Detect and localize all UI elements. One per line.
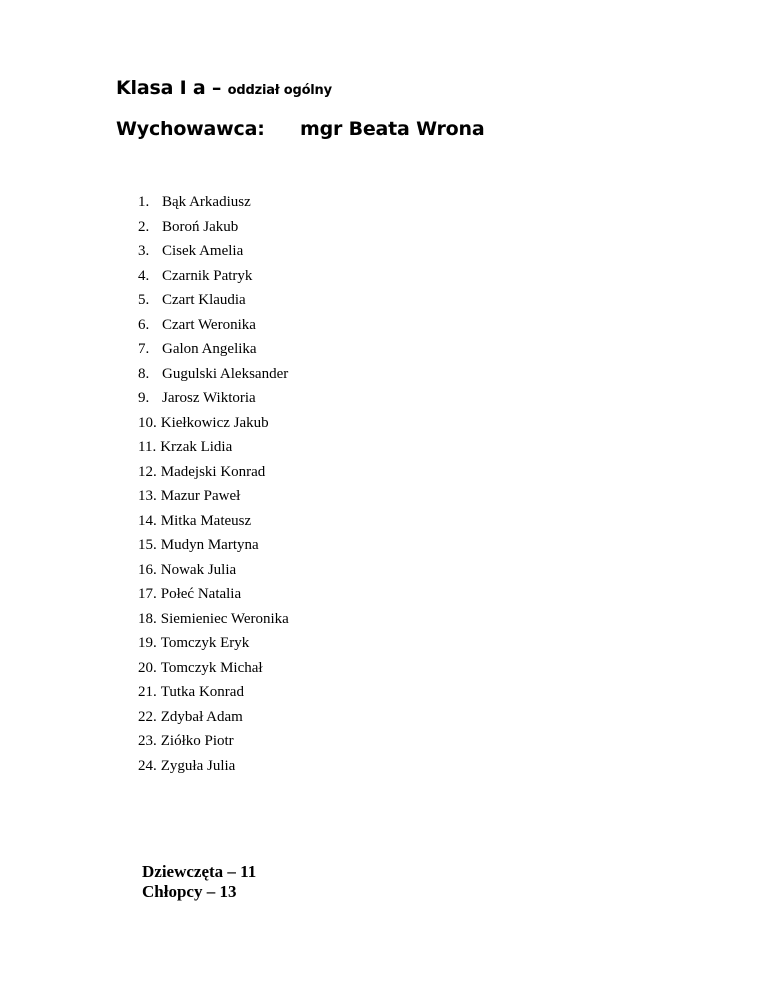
student-number: 16. <box>138 561 157 578</box>
student-list <box>138 193 289 781</box>
student-number: 12. <box>138 463 157 480</box>
student-list-item <box>138 438 289 463</box>
teacher-line <box>116 118 485 140</box>
student-number: 22. <box>138 708 157 725</box>
student-list-item <box>138 683 289 708</box>
class-title <box>116 77 332 99</box>
student-list-item <box>138 218 289 243</box>
student-list-item <box>138 708 289 733</box>
student-number: 21. <box>138 684 157 700</box>
student-name: Bąk Arkadiusz <box>162 194 251 210</box>
student-name: Zyguła Julia <box>160 757 236 774</box>
student-number: 5. <box>138 292 150 308</box>
student-number: 1. <box>138 194 150 210</box>
student-number: 23. <box>138 733 157 749</box>
student-name: Czarnik Patryk <box>162 267 253 284</box>
student-number: 24. <box>138 757 157 774</box>
student-name: Kiełkowicz Jakub <box>160 414 269 431</box>
teacher-label: Wychowawca: <box>116 118 265 140</box>
student-list-item <box>138 561 289 586</box>
student-list-item <box>138 487 289 512</box>
student-name: Mitka Mateusz <box>160 512 252 529</box>
student-number: 18. <box>138 610 157 627</box>
student-name: Tomczyk Eryk <box>160 635 250 651</box>
student-list-item <box>138 659 289 684</box>
student-name: Ziółko Piotr <box>160 733 234 749</box>
student-name: Jarosz Wiktoria <box>162 390 256 406</box>
student-list-item <box>138 757 289 782</box>
student-list-item <box>138 340 289 365</box>
student-list-item <box>138 512 289 537</box>
student-name: Mazur Paweł <box>160 488 241 504</box>
student-number: 10. <box>138 414 157 431</box>
class-title-sub: oddział ogólny <box>227 83 332 98</box>
student-name: Połeć Natalia <box>160 586 242 602</box>
student-name: Krzak Lidia <box>160 439 233 455</box>
student-number: 13. <box>138 488 157 504</box>
student-name: Nowak Julia <box>160 561 237 578</box>
student-number: 3. <box>138 243 150 259</box>
student-list-item <box>138 732 289 757</box>
student-number: 11. <box>138 439 157 455</box>
student-number: 8. <box>138 365 150 382</box>
student-name: Tomczyk Michał <box>160 659 263 676</box>
student-name: Tutka Konrad <box>160 684 244 700</box>
student-name: Gugulski Aleksander <box>162 365 289 382</box>
student-name: Madejski Konrad <box>160 463 266 480</box>
student-number: 14. <box>138 512 157 529</box>
girls-count: Dziewczęta – 11 <box>142 862 257 881</box>
student-list-item <box>138 242 289 267</box>
student-list-item <box>138 414 289 439</box>
student-number: 17. <box>138 586 157 602</box>
student-list-item <box>138 389 289 414</box>
student-list-item <box>138 634 289 659</box>
student-name: Galon Angelika <box>162 341 257 357</box>
student-name: Boroń Jakub <box>162 218 239 235</box>
student-number: 7. <box>138 341 150 357</box>
student-name: Zdybał Adam <box>160 708 243 725</box>
student-number: 4. <box>138 267 150 284</box>
student-number: 15. <box>138 537 157 553</box>
student-number: 9. <box>138 390 150 406</box>
student-list-item <box>138 365 289 390</box>
student-name: Czart Weronika <box>162 316 256 333</box>
student-number: 2. <box>138 218 150 235</box>
student-name: Siemieniec Weronika <box>160 610 289 627</box>
student-list-item <box>138 610 289 635</box>
student-list-item <box>138 193 289 218</box>
student-name: Czart Klaudia <box>162 292 246 308</box>
student-number: 20. <box>138 659 157 676</box>
teacher-name: mgr Beata Wrona <box>300 118 485 140</box>
gender-summary <box>142 862 256 902</box>
student-name: Mudyn Martyna <box>160 537 259 553</box>
student-list-item <box>138 536 289 561</box>
student-list-item <box>138 316 289 341</box>
student-number: 6. <box>138 316 150 333</box>
student-name: Cisek Amelia <box>162 243 244 259</box>
class-title-main: Klasa I a – <box>116 77 228 99</box>
student-number: 19. <box>138 635 157 651</box>
student-list-item <box>138 463 289 488</box>
boys-count: Chłopcy – 13 <box>142 882 237 901</box>
student-list-item <box>138 585 289 610</box>
student-list-item <box>138 291 289 316</box>
student-list-item <box>138 267 289 292</box>
